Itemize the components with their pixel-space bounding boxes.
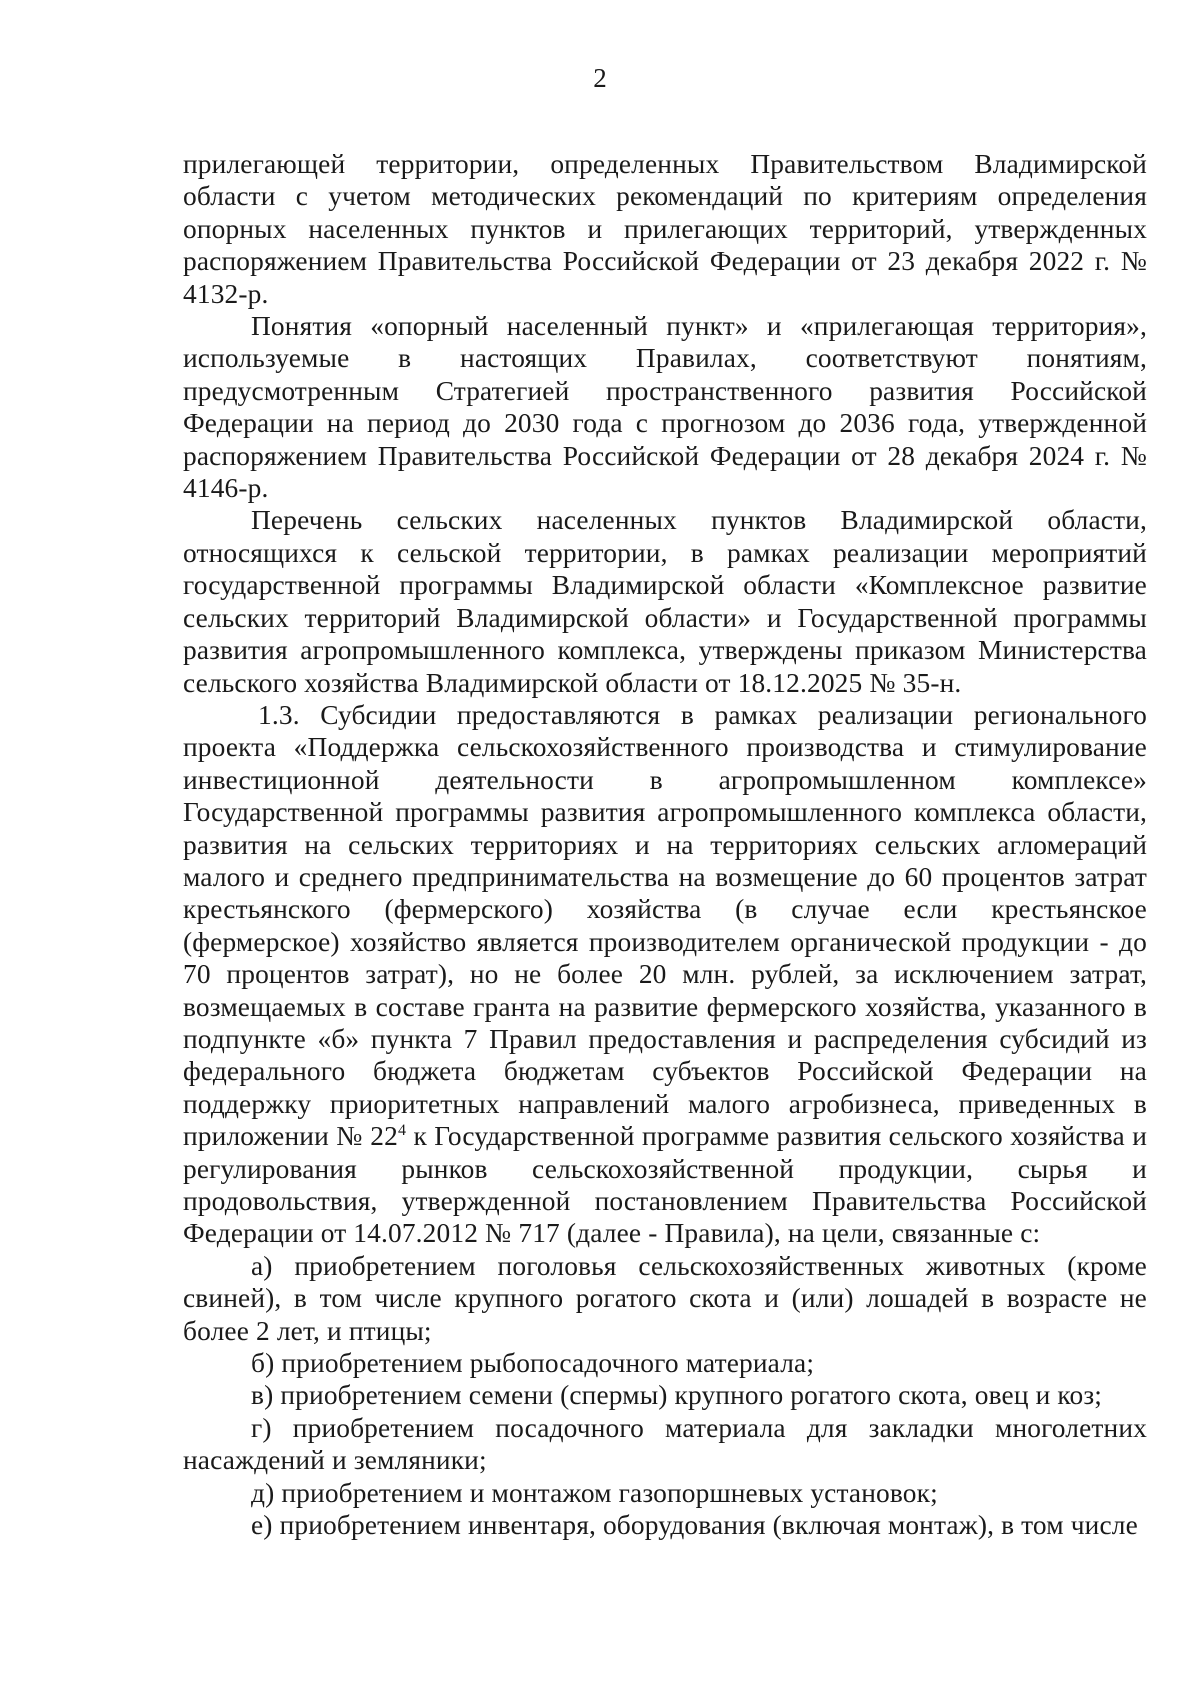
paragraph-1-3-text-a: 1.3. Субсидии предоставляются в рамках реализации регионального проекта «Поддержка сельскохозяйственного производства и стимулирование инвестиционной деятельности в агропромышленном комплексе» Государственной программы развития агропромышленного комплекса области, развития на сельских территориях и на территориях сельских агломераций малого и среднего предпринимательства на возмещение до 60 процентов затрат крестьянского (фермерского) хозяйства (в случае если крестьянское (фермерское) хозяйство является производителем органической продукции - до 70 процентов затрат), но не более 20 млн. рублей, за исключением затрат, возмещаемых в составе гранта на развитие фермерского хозяйства, указанного в подпункте «б» пункта 7 Правил предоставления и распределения субсидий из федерального бюджета бюджетам субъектов Российской Федерации на поддержку приоритетных направлений малого агробизнеса, приведенных в приложении № 22 bbox=[183, 699, 1147, 1152]
paragraph-1-3-text-b: к Государственной программе развития сельского хозяйства и регулирования рынков сельскохозяйственной продукции, сырья и продовольствия, утвержденной постановлением Правительства Российской Федерации от 14.07.2012 № 717 (далее - Правила), на цели, связанные с: bbox=[183, 1121, 1147, 1249]
page-number: 2 bbox=[593, 63, 607, 93]
list-item-a: а) приобретением поголовья сельскохозяйственных животных (кроме свиней), в том числе крупного рогатого скота и (или) лошадей в возрасте не более 2 лет, и птицы; bbox=[183, 1250, 1147, 1346]
document-body bbox=[183, 148, 1147, 1541]
list-item-d: д) приобретением и монтажом газопоршневых установок; bbox=[251, 1477, 938, 1508]
list-item-v: в) приобретением семени (спермы) крупного рогатого скота, овец и коз; bbox=[251, 1380, 1103, 1411]
paragraph-1-3-subsidies bbox=[183, 699, 1147, 1250]
list-item-b: б) приобретением рыбопосадочного материала; bbox=[251, 1348, 815, 1379]
list-item-g: г) приобретением посадочного материала для закладки многолетних насаждений и земляники; bbox=[183, 1412, 1147, 1476]
superscript-4: 4 bbox=[397, 1122, 407, 1140]
paragraph-definitions: Понятия «опорный населенный пункт» и «прилегающая территория», используемые в настоящих Правилах, соответствуют понятиям, предусмотренным Стратегией пространственного развития Российской Федерации на период до 2030 года с прогнозом до 2036 года, утвержденной распоряжением Правительства Российской Федерации от 28 декабря 2024 г. № 4146-р. bbox=[183, 311, 1147, 504]
list-item-e: е) приобретением инвентаря, оборудования (включая монтаж), в том числе bbox=[251, 1510, 1138, 1541]
paragraph-settlements-list: Перечень сельских населенных пунктов Владимирской области, относящихся к сельской территории, в рамках реализации мероприятий государственной программы Владимирской области «Комплексное развитие сельских территорий Владимирской области» и Государственной программы развития агропромышленного комплекса, утверждены приказом Министерства сельского хозяйства Владимирской области от 18.12.2025 № 35-н. bbox=[183, 505, 1147, 698]
paragraph-continuation: прилегающей территории, определенных Правительством Владимирской области с учетом методических рекомендаций по критериям определения опорных населенных пунктов и прилегающих территорий, утвержденных распоряжением Правительства Российской Федерации от 23 декабря 2022 г. № 4132-р. bbox=[183, 149, 1147, 309]
